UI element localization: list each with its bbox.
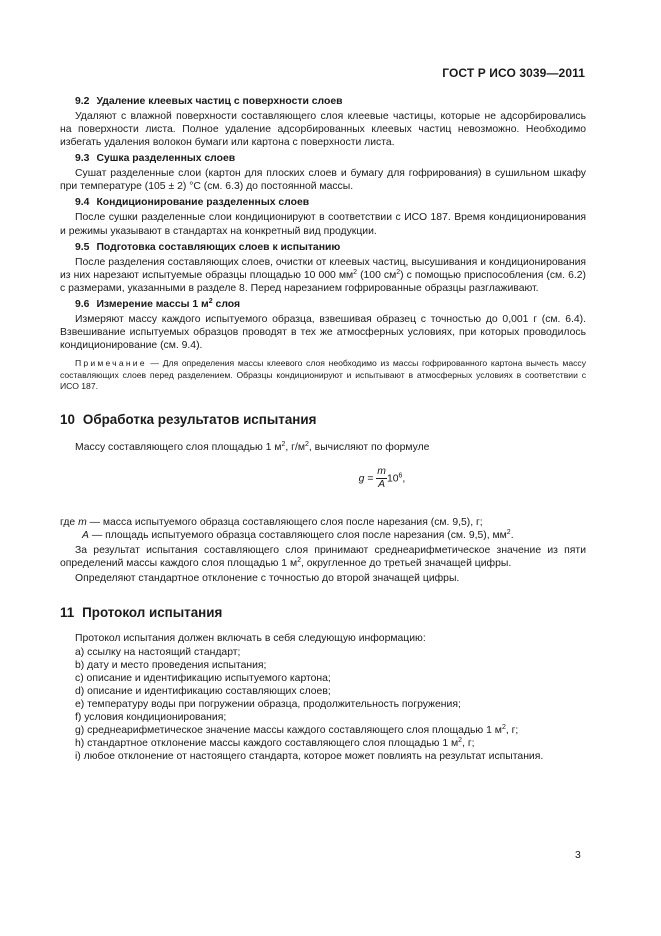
section-9-4-text: После сушки разделенные слои кондиционируют в соответствии с ИСО 187. Время кондиционирования и режимы указывают в стандартах на конкретный вид продукции. <box>60 212 586 237</box>
section-10-heading <box>60 413 586 429</box>
section-title: Кондиционирование разделенных слоев <box>96 197 310 209</box>
section-9-6-text: Измеряют массу каждого испытуемого образца, взвешивая образец с точностью до 0,001 г (см. 6.4). Взвешивание испытуемых образцов проводят в тех же атмосферных условиях, при которых проводилось кондиционирование (см. 9.4). <box>60 313 586 352</box>
section-9-3-heading <box>75 152 586 165</box>
formula-equals: = <box>364 473 377 485</box>
superscript: 2 <box>281 441 286 448</box>
where-A <box>60 529 586 542</box>
section-title: Подготовка составляющих слоев к испытанию <box>96 241 341 253</box>
text-run: — масса испытуемого образца составляющего слоя после нарезания (см. 9,5), г; <box>86 517 483 529</box>
text-run: — площадь испытуемого образца составляющего слоя после нарезания (см. 9,5), мм <box>88 530 507 542</box>
section-number: 9.3 <box>75 153 90 165</box>
section-10-result <box>60 544 586 570</box>
list-item <box>75 724 586 737</box>
text-run: Массу составляющего слоя площадью 1 м <box>75 442 282 453</box>
superscript: 2 <box>305 441 309 448</box>
text-run: где <box>60 517 79 529</box>
page-content <box>60 92 586 764</box>
superscript: 2 <box>396 268 401 276</box>
note <box>60 358 586 393</box>
text-run: h) стандартное отклонение массы каждого составляющего слоя площадью 1 м <box>75 738 459 750</box>
report-items-list <box>75 646 586 764</box>
section-title: Обработка результатов испытания <box>82 412 317 427</box>
section-number: 9.6 <box>75 298 90 310</box>
formula-factor: 10 <box>386 473 399 485</box>
section-9-4-heading <box>75 196 586 209</box>
text-run: , г/м <box>285 442 305 453</box>
list-item <box>75 737 586 750</box>
list-item: e) температуру воды при погружении образца, продолжительность погружения; <box>75 699 461 711</box>
section-title: Сушка разделенных слоев <box>96 153 236 165</box>
section-9-2-text: Удаляют с влажной поверхности составляющего слоя клеевые частицы, которые не адсорбировались на поверхности листа. Полное удаление адсорбированных клеевых частиц невозможно. Необходимо избегать удаления волокон бумаги или картона с поверхности листа. <box>60 111 586 149</box>
superscript: 2 <box>208 297 213 305</box>
formula <box>178 466 586 506</box>
section-title-tail: слоя <box>212 298 241 310</box>
variable: m <box>78 517 87 529</box>
formula-denominator: A <box>378 479 386 491</box>
section-9-5-heading <box>75 241 586 254</box>
section-9-2-heading <box>75 95 586 108</box>
section-11-intro: Протокол испытания должен включать в себя следующую информацию: <box>75 632 426 644</box>
where-m <box>60 516 586 529</box>
superscript: 2 <box>506 529 511 537</box>
list-item: c) описание и идентификацию испытуемого картона; <box>75 672 331 684</box>
text-run: . <box>510 530 514 542</box>
section-title: Протокол испытания <box>82 604 223 620</box>
page-number: 3 <box>575 850 581 861</box>
formula-lhs: g <box>358 473 365 485</box>
superscript: 2 <box>297 557 301 565</box>
note-label: Примечание <box>75 358 147 369</box>
section-9-3-text: Сушат разделенные слои (картон для плоских слоев и бумагу для гофрирования) в сушильном шкафу при температуре (105 ± 2) °C (см. 6.3) до постоянной массы. <box>60 168 586 193</box>
text-run: , округленное до третьей значащей цифры. <box>301 558 512 570</box>
list-item: f) условия кондиционирования; <box>75 712 227 724</box>
text-run: ) с помощью приспособления (см. 6.2) с размерами, указанными в разделе 8. Перед нарезанием гофрированные образцы разглаживают. <box>60 269 586 294</box>
section-number: 9.5 <box>75 241 90 253</box>
formula-fraction <box>376 466 387 491</box>
standard-header: ГОСТ Р ИСО 3039—2011 <box>442 66 585 80</box>
section-10-intro <box>60 441 586 454</box>
formula-tail: , <box>402 473 406 485</box>
text-run: , вычисляют по формуле <box>308 442 430 453</box>
note-text: — Для определения массы клеевого слоя необходимо из массы гофрированного картона вычесть массу составляющих слоев перед разделением. Образцы кондиционируют и испытывают в атмосферных условиях в соответствии с ИСО 187. <box>60 358 586 392</box>
text-run: После разделения составляющих слоев, очистки от клеевых частиц, высушивания и кондиционирования из них нарезают испытуемые образцы площадью 10 000 мм <box>60 256 586 281</box>
section-title: Удаление клеевых частиц с поверхности слоев <box>96 96 343 107</box>
formula-exponent: 6 <box>398 472 403 480</box>
section-number: 11 <box>60 604 75 620</box>
variable: A <box>82 530 89 542</box>
text-run: (100 см <box>357 269 397 281</box>
text-run: За результат испытания составляющего слоя принимают среднеарифметическое значение из пяти определений массы каждого слоя площадью 1 м <box>60 545 586 570</box>
list-item: d) описание и идентификацию составляющих слоев; <box>75 685 331 697</box>
section-9-5-text <box>60 256 586 295</box>
list-item: b) дату и место проведения испытания; <box>75 659 267 671</box>
superscript: 2 <box>501 724 506 732</box>
superscript: 2 <box>353 268 358 276</box>
section-9-6-heading <box>75 298 586 311</box>
list-item: i) любое отклонение от настоящего стандарта, которое может повлиять на результат испытания. <box>75 751 544 763</box>
section-11-heading <box>60 606 586 622</box>
list-item: a) ссылку на настоящий стандарт; <box>75 646 241 658</box>
text-run: , г; <box>505 725 519 737</box>
formula-numerator: m <box>377 466 386 478</box>
section-number: 9.4 <box>75 197 90 209</box>
text-run: g) среднеарифметическое значение массы каждого составляющего слоя площадью 1 м <box>75 725 502 737</box>
text-run: , г; <box>462 738 475 750</box>
section-10-stddev: Определяют стандартное отклонение с точностью до второй значащей цифры. <box>75 573 460 585</box>
superscript: 2 <box>458 737 463 745</box>
section-title: Измерение массы 1 м <box>96 298 209 310</box>
section-number: 9.2 <box>75 96 90 107</box>
section-number: 10 <box>60 412 75 427</box>
